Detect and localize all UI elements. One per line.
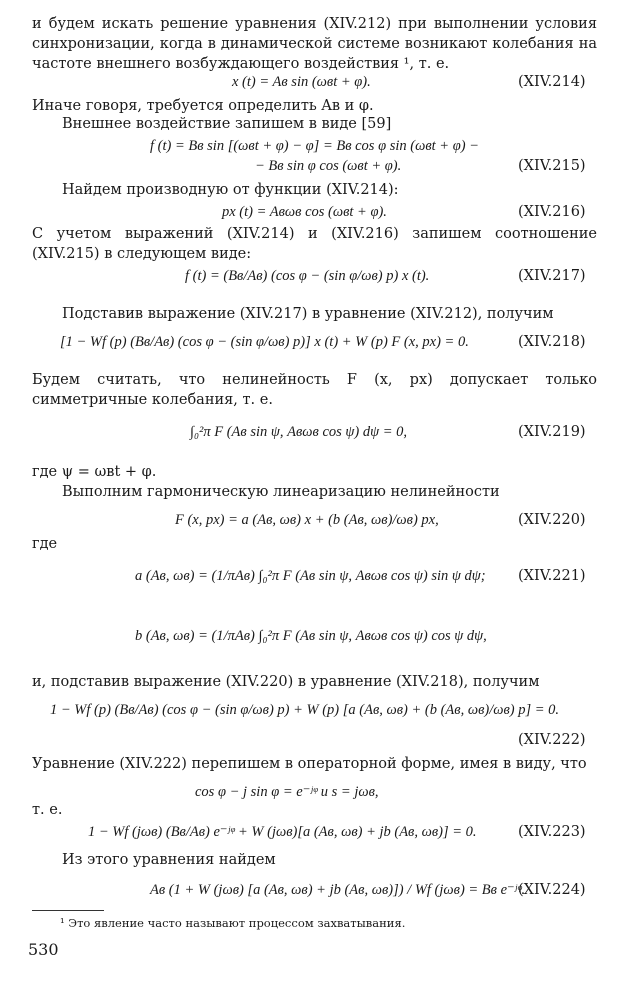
- equation-214: x (t) = Aв sin (ωвt + φ).: [232, 74, 371, 90]
- equation-221b: b (Aв, ωв) = (1/πAв) ∫₀²π F (Aв sin ψ, Aвωв cos ψ) cos ψ dψ,: [135, 628, 487, 644]
- equation-221a: a (Aв, ωв) = (1/πAв) ∫₀²π F (Aв sin ψ, Aвωв cos ψ) sin ψ dψ;: [135, 568, 486, 584]
- equation-number-216: (XIV.216): [518, 204, 586, 220]
- equation-220: F (x, px) = a (Aв, ωв) x + (b (Aв, ωв)/ωв) px,: [175, 512, 439, 528]
- equation-218: [1 − Wf (p) (Bв/Aв) (cos φ − (sin φ/ωв) p)] x (t) + W (p) F (x, px) = 0.: [60, 334, 469, 350]
- paragraph-substitute-2: и, подставив выражение (XIV.220) в уравнение (XIV.218), получим: [32, 674, 540, 690]
- equation-215-line2: − Bв sin φ cos (ωвt + φ).: [255, 158, 402, 174]
- equation-number-224: (XIV.224): [518, 882, 586, 898]
- paragraph-determine: Иначе говоря, требуется определить Aв и φ.: [32, 98, 374, 114]
- footnote-divider: [32, 910, 104, 911]
- equation-number-217: (XIV.217): [518, 268, 586, 284]
- paragraph-intro: и будем искать решение уравнения (XIV.212) при выполнении условия синхронизации, когда в динамической системе возникают колебания на частоте внешнего возбуждающего воздействия ¹, т. е.: [32, 16, 597, 72]
- equation-number-215: (XIV.215): [518, 158, 586, 174]
- paragraph-relation: С учетом выражений (XIV.214) и (XIV.216) запишем соотношение (XIV.215) в следующем виде:: [32, 226, 597, 262]
- paragraph-ie: т. е.: [32, 802, 63, 818]
- equation-216: px (t) = Aвωв cos (ωвt + φ).: [222, 204, 387, 220]
- equation-number-220: (XIV.220): [518, 512, 586, 528]
- page-number: 530: [28, 940, 59, 959]
- equation-number-219: (XIV.219): [518, 424, 586, 440]
- footnote: ¹ Это явление часто называют процессом захватывания.: [60, 916, 406, 930]
- equation-number-218: (XIV.218): [518, 334, 586, 350]
- equation-number-222: (XIV.222): [518, 732, 586, 748]
- equation-222: 1 − Wf (p) (Bв/Aв) (cos φ − (sin φ/ωв) p) + W (p) [a (Aв, ωв) + (b (Aв, ωв)/ωв) p] = 0.: [50, 702, 560, 718]
- equation-number-214: (XIV.214): [518, 74, 586, 90]
- equation-219: ∫₀²π F (Aв sin ψ, Aвωв cos ψ) dψ = 0,: [190, 424, 408, 440]
- equation-number-221: (XIV.221): [518, 568, 586, 584]
- paragraph-where: где: [32, 536, 58, 552]
- equation-224: Aв (1 + W (jωв) [a (Aв, ωв) + jb (Aв, ωв)]) / Wf (jωв) = Bв e⁻ʲᵠ.: [150, 882, 526, 898]
- equation-217: f (t) = (Bв/Aв) (cos φ − (sin φ/ωв) p) x (t).: [185, 268, 430, 284]
- paragraph-linearization: Выполним гармоническую линеаризацию нелинейности: [62, 484, 500, 500]
- paragraph-derivative: Найдем производную от функции (XIV.214):: [62, 182, 399, 198]
- paragraph-external: Внешнее воздействие запишем в виде [59]: [62, 116, 392, 132]
- paragraph-psi: где ψ = ωвt + φ.: [32, 464, 157, 480]
- paragraph-operator: Уравнение (XIV.222) перепишем в операторной форме, имея в виду, что: [32, 756, 587, 772]
- equation-215-line1: f (t) = Bв sin [(ωвt + φ) − φ] = Bв cos φ sin (ωвt + φ) −: [150, 138, 479, 154]
- equation-number-223: (XIV.223): [518, 824, 586, 840]
- equation-operator-relation: cos φ − j sin φ = e⁻ʲᵠ и s = jωв,: [195, 784, 379, 800]
- paragraph-substitute: Подставив выражение (XIV.217) в уравнение (XIV.212), получим: [62, 306, 554, 322]
- paragraph-find: Из этого уравнения найдем: [62, 852, 276, 868]
- paragraph-nonlinearity: Будем считать, что нелинейность F (x, px) допускает только симметричные колебания, т. е.: [32, 372, 597, 408]
- equation-223: 1 − Wf (jωв) (Bв/Aв) e⁻ʲᵠ + W (jωв)[a (Aв, ωв) + jb (Aв, ωв)] = 0.: [88, 824, 477, 840]
